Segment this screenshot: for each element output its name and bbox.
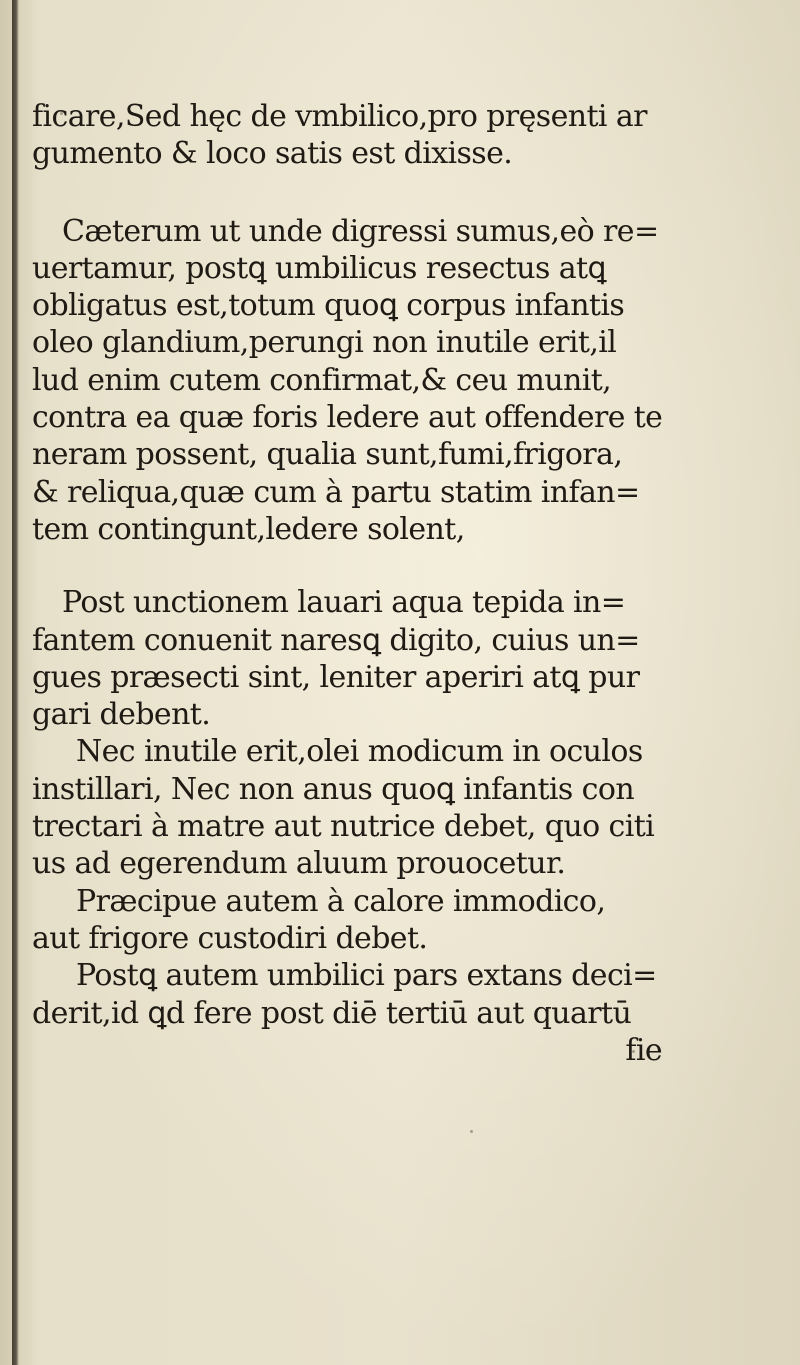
paragraph-gap [32, 173, 662, 213]
text-line: gari debent. [32, 697, 211, 733]
text-line: gues præsecti sint, leniter aperiri atꝗ pur [32, 659, 640, 695]
text-line: obligatus est,totum quoꝗ corpus infantis [32, 288, 625, 324]
text-line: contra ea quæ foris ledere aut offendere te [32, 400, 663, 436]
text-line: derit,id ꝗd fere post diē tertiū aut quartū [32, 995, 632, 1031]
text-line: instillari, Nec non anus quoꝗ infantis con [32, 771, 635, 807]
text-line: & reliqua,quæ cum à partu statim infan= [32, 474, 640, 510]
text-line: oleo glandium,perungi non inutile erit,il [32, 325, 617, 361]
text-line: Præcipue autem à calore immodico, [76, 883, 606, 919]
text-line: Postꝗ autem umbilici pars extans deci= [76, 958, 657, 994]
text-line: ficare,Sed hęc de vmbilico,pro pręsenti ar [32, 99, 647, 134]
text-line: Cæterum ut unde digressi sumus,eò re= [62, 213, 659, 249]
text-line: lud enim cutem confirmat,& ceu munit, [32, 362, 612, 398]
text-line: neram possent, qualia sunt,fumi,frigora, [32, 437, 623, 473]
text-line: fantem conuenit naresꝗ digito, cuius un= [32, 622, 640, 658]
ink-speck [470, 1130, 473, 1133]
text-line: Nec inutile erit,olei modicum in oculos [76, 734, 643, 770]
text-line: Post unctionem lauari aqua tepida in= [62, 585, 626, 621]
text-line: uertamur, postꝗ umbilicus resectus atꝗ [32, 250, 606, 286]
catchword: fie [625, 1032, 662, 1068]
text-line: aut frigore custodiri debet. [32, 920, 428, 956]
book-spine [12, 0, 19, 1365]
text-line: gumento & loco satis est dixisse. [32, 136, 513, 172]
text-line: tem contingunt,ledere solent, [32, 511, 465, 547]
text-line: trectari à matre aut nutrice debet, quo citi [32, 809, 655, 845]
text-line: us ad egerendum aluum prouocetur. [32, 846, 566, 882]
text-body [32, 98, 662, 1069]
paragraph-gap [32, 548, 662, 584]
